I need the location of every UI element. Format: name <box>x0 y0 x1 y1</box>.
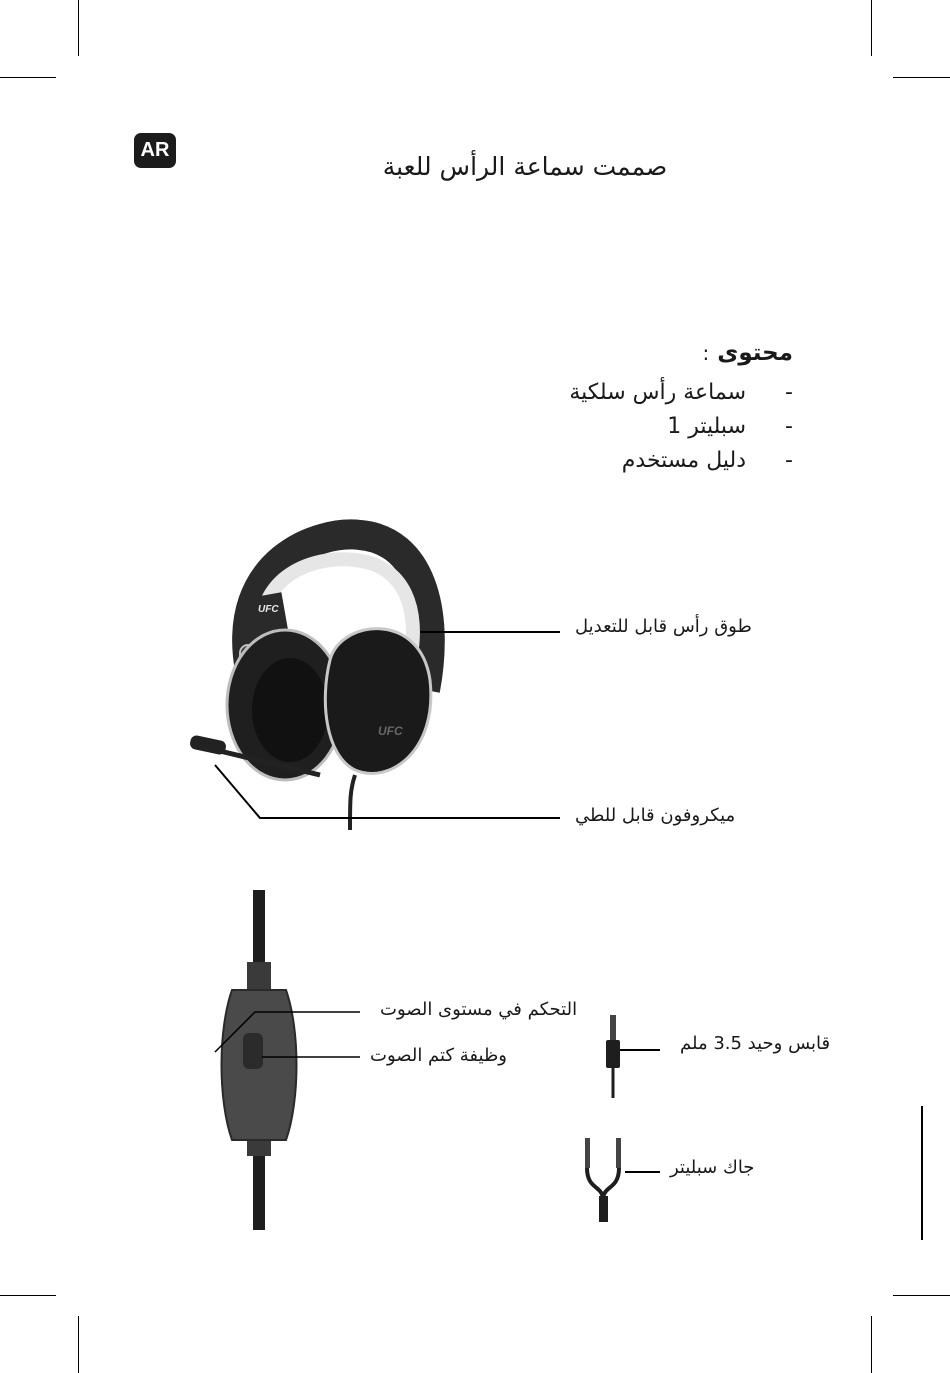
list-text: سماعة رأس سلكية <box>569 380 746 405</box>
splitter-illustration <box>585 1138 621 1222</box>
label-headband: طوق رأس قابل للتعديل <box>575 616 752 637</box>
plug-illustration <box>606 1015 620 1098</box>
label-mute: وظيفة كتم الصوت <box>370 1045 507 1066</box>
headset-illustration <box>189 534 431 830</box>
brand-logo-cup: UFC <box>378 724 403 738</box>
page-title: صممت سماعة الرأس للعبة <box>382 152 668 181</box>
brand-logo: UFC <box>258 604 279 615</box>
inline-controller-illustration <box>222 890 297 1230</box>
label-microphone: ميكروفون قابل للطي <box>575 805 736 826</box>
label-plug: قابس وحيد 3.5 ملم <box>680 1033 831 1054</box>
label-volume: التحكم في مستوى الصوت <box>380 999 578 1020</box>
list-dash: - <box>785 414 793 439</box>
label-splitter: جاك سبليتر <box>670 1157 755 1178</box>
contents-colon: : <box>702 341 710 365</box>
list-dash: - <box>785 448 793 473</box>
language-badge: AR <box>134 133 176 168</box>
list-text: دليل مستخدم <box>621 448 746 473</box>
list-dash: - <box>785 380 793 405</box>
list-text: سبليتر 1 <box>667 414 746 439</box>
contents-heading-text: محتوى <box>717 340 793 366</box>
